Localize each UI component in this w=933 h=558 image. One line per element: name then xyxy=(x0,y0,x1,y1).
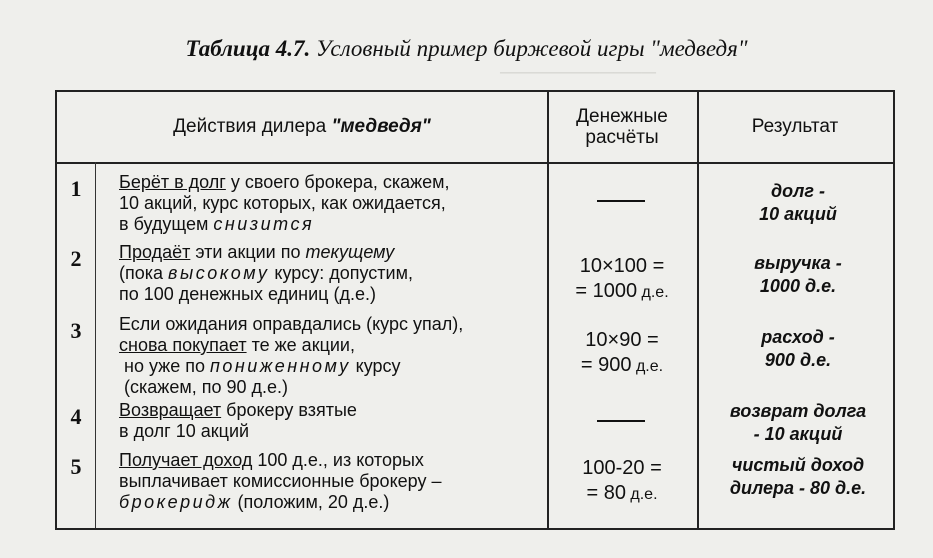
action-emphasis: текущему xyxy=(305,242,395,262)
action-text: (положим, 20 д.е.) xyxy=(232,492,390,512)
result-line: 900 д.е. xyxy=(764,350,832,370)
row-action xyxy=(119,450,559,513)
table-caption xyxy=(0,36,933,62)
row-money xyxy=(547,456,697,507)
action-text: 10 акций, курс которых, как ожидается, xyxy=(119,193,446,213)
action-verb: Берёт в долг xyxy=(119,172,226,192)
action-text: те же акции, xyxy=(246,335,355,355)
table-row xyxy=(57,172,893,242)
bleed-through-text: ─────────── xyxy=(500,62,656,84)
caption-label: Таблица 4.7. xyxy=(185,36,311,61)
row-number: 1 xyxy=(70,176,82,201)
row-action xyxy=(119,400,559,442)
action-text: в долг 10 акций xyxy=(119,421,250,441)
money-line: = 80 xyxy=(586,482,626,504)
table-row xyxy=(57,314,893,406)
header-money-line1: Денежные xyxy=(576,106,668,127)
row-action xyxy=(119,242,559,305)
row-money xyxy=(547,328,697,379)
header-actions-text: Действия дилера xyxy=(173,116,327,137)
action-verb: Продаёт xyxy=(119,242,191,262)
action-text: (пока xyxy=(119,263,169,283)
action-text: по 100 денежных единиц (д.е.) xyxy=(119,284,376,304)
row-action xyxy=(119,172,559,235)
row-action xyxy=(119,314,559,398)
result-line: дилера - 80 д.е. xyxy=(729,478,867,498)
money-line: 10×100 = xyxy=(579,255,665,277)
result-line: расход - xyxy=(761,327,835,347)
action-emphasis: брокеридж xyxy=(119,492,233,512)
row-result xyxy=(705,400,891,446)
action-verb: Получает доход xyxy=(119,450,253,470)
money-unit: д.е. xyxy=(637,284,669,301)
action-text: эти акции по xyxy=(190,242,306,262)
table xyxy=(55,90,895,530)
money-line: = 900 xyxy=(580,354,632,376)
action-verb: снова покупает xyxy=(119,335,247,355)
table-row xyxy=(57,450,893,526)
row-number: 4 xyxy=(70,404,82,429)
result-line: - 10 акций xyxy=(753,424,843,444)
money-line: 10×90 = xyxy=(585,329,659,351)
action-text: но уже по xyxy=(124,356,210,376)
table-row xyxy=(57,242,893,312)
action-text: в будущем xyxy=(119,214,214,234)
row-result xyxy=(705,454,891,500)
money-line: = 1000 xyxy=(575,280,638,302)
money-unit: д.е. xyxy=(625,486,658,503)
caption-title: Условный пример биржевой игры "медведя" xyxy=(316,36,748,61)
table-row xyxy=(57,400,893,450)
header-money xyxy=(547,92,697,162)
header-money-line2: расчёты xyxy=(585,127,659,148)
result-line: чистый доход xyxy=(731,455,865,475)
result-line: долг - xyxy=(771,181,825,201)
action-text: (скажем, по 90 д.е.) xyxy=(124,377,289,397)
action-text: курсу: допустим, xyxy=(269,263,413,283)
header-result-text: Результат xyxy=(751,116,839,137)
action-emphasis: пониженному xyxy=(209,356,351,376)
action-verb: Возвращает xyxy=(119,400,222,420)
header-result xyxy=(697,92,893,162)
action-text: Если ожидания оправдались (курс упал), xyxy=(119,314,464,334)
action-text: выплачивает комиссионные брокеру – xyxy=(119,471,442,491)
header-actions-bear: "медведя" xyxy=(331,116,431,137)
money-unit: д.е. xyxy=(631,358,664,375)
row-money xyxy=(547,254,697,305)
row-number: 5 xyxy=(70,454,82,479)
action-emphasis: высокому xyxy=(168,263,270,283)
row-result xyxy=(705,326,891,372)
action-text: 100 д.е., из которых xyxy=(252,450,424,470)
result-line: 1000 д.е. xyxy=(759,276,837,296)
action-emphasis: снизится xyxy=(213,214,315,234)
result-line: 10 акций xyxy=(759,204,837,224)
result-line: выручка - xyxy=(754,253,842,273)
action-text: курсу xyxy=(350,356,401,376)
action-text: брокеру взятые xyxy=(221,400,357,420)
result-line: возврат долга xyxy=(729,401,867,421)
header-actions xyxy=(57,92,547,162)
money-line: 100-20 = xyxy=(582,457,662,479)
row-result xyxy=(705,180,891,226)
action-text: у своего брокера, скажем, xyxy=(225,172,450,192)
money-dash xyxy=(597,420,645,422)
row-result xyxy=(705,252,891,298)
row-number: 3 xyxy=(70,318,82,343)
row-number: 2 xyxy=(70,246,82,271)
money-dash xyxy=(597,200,645,202)
